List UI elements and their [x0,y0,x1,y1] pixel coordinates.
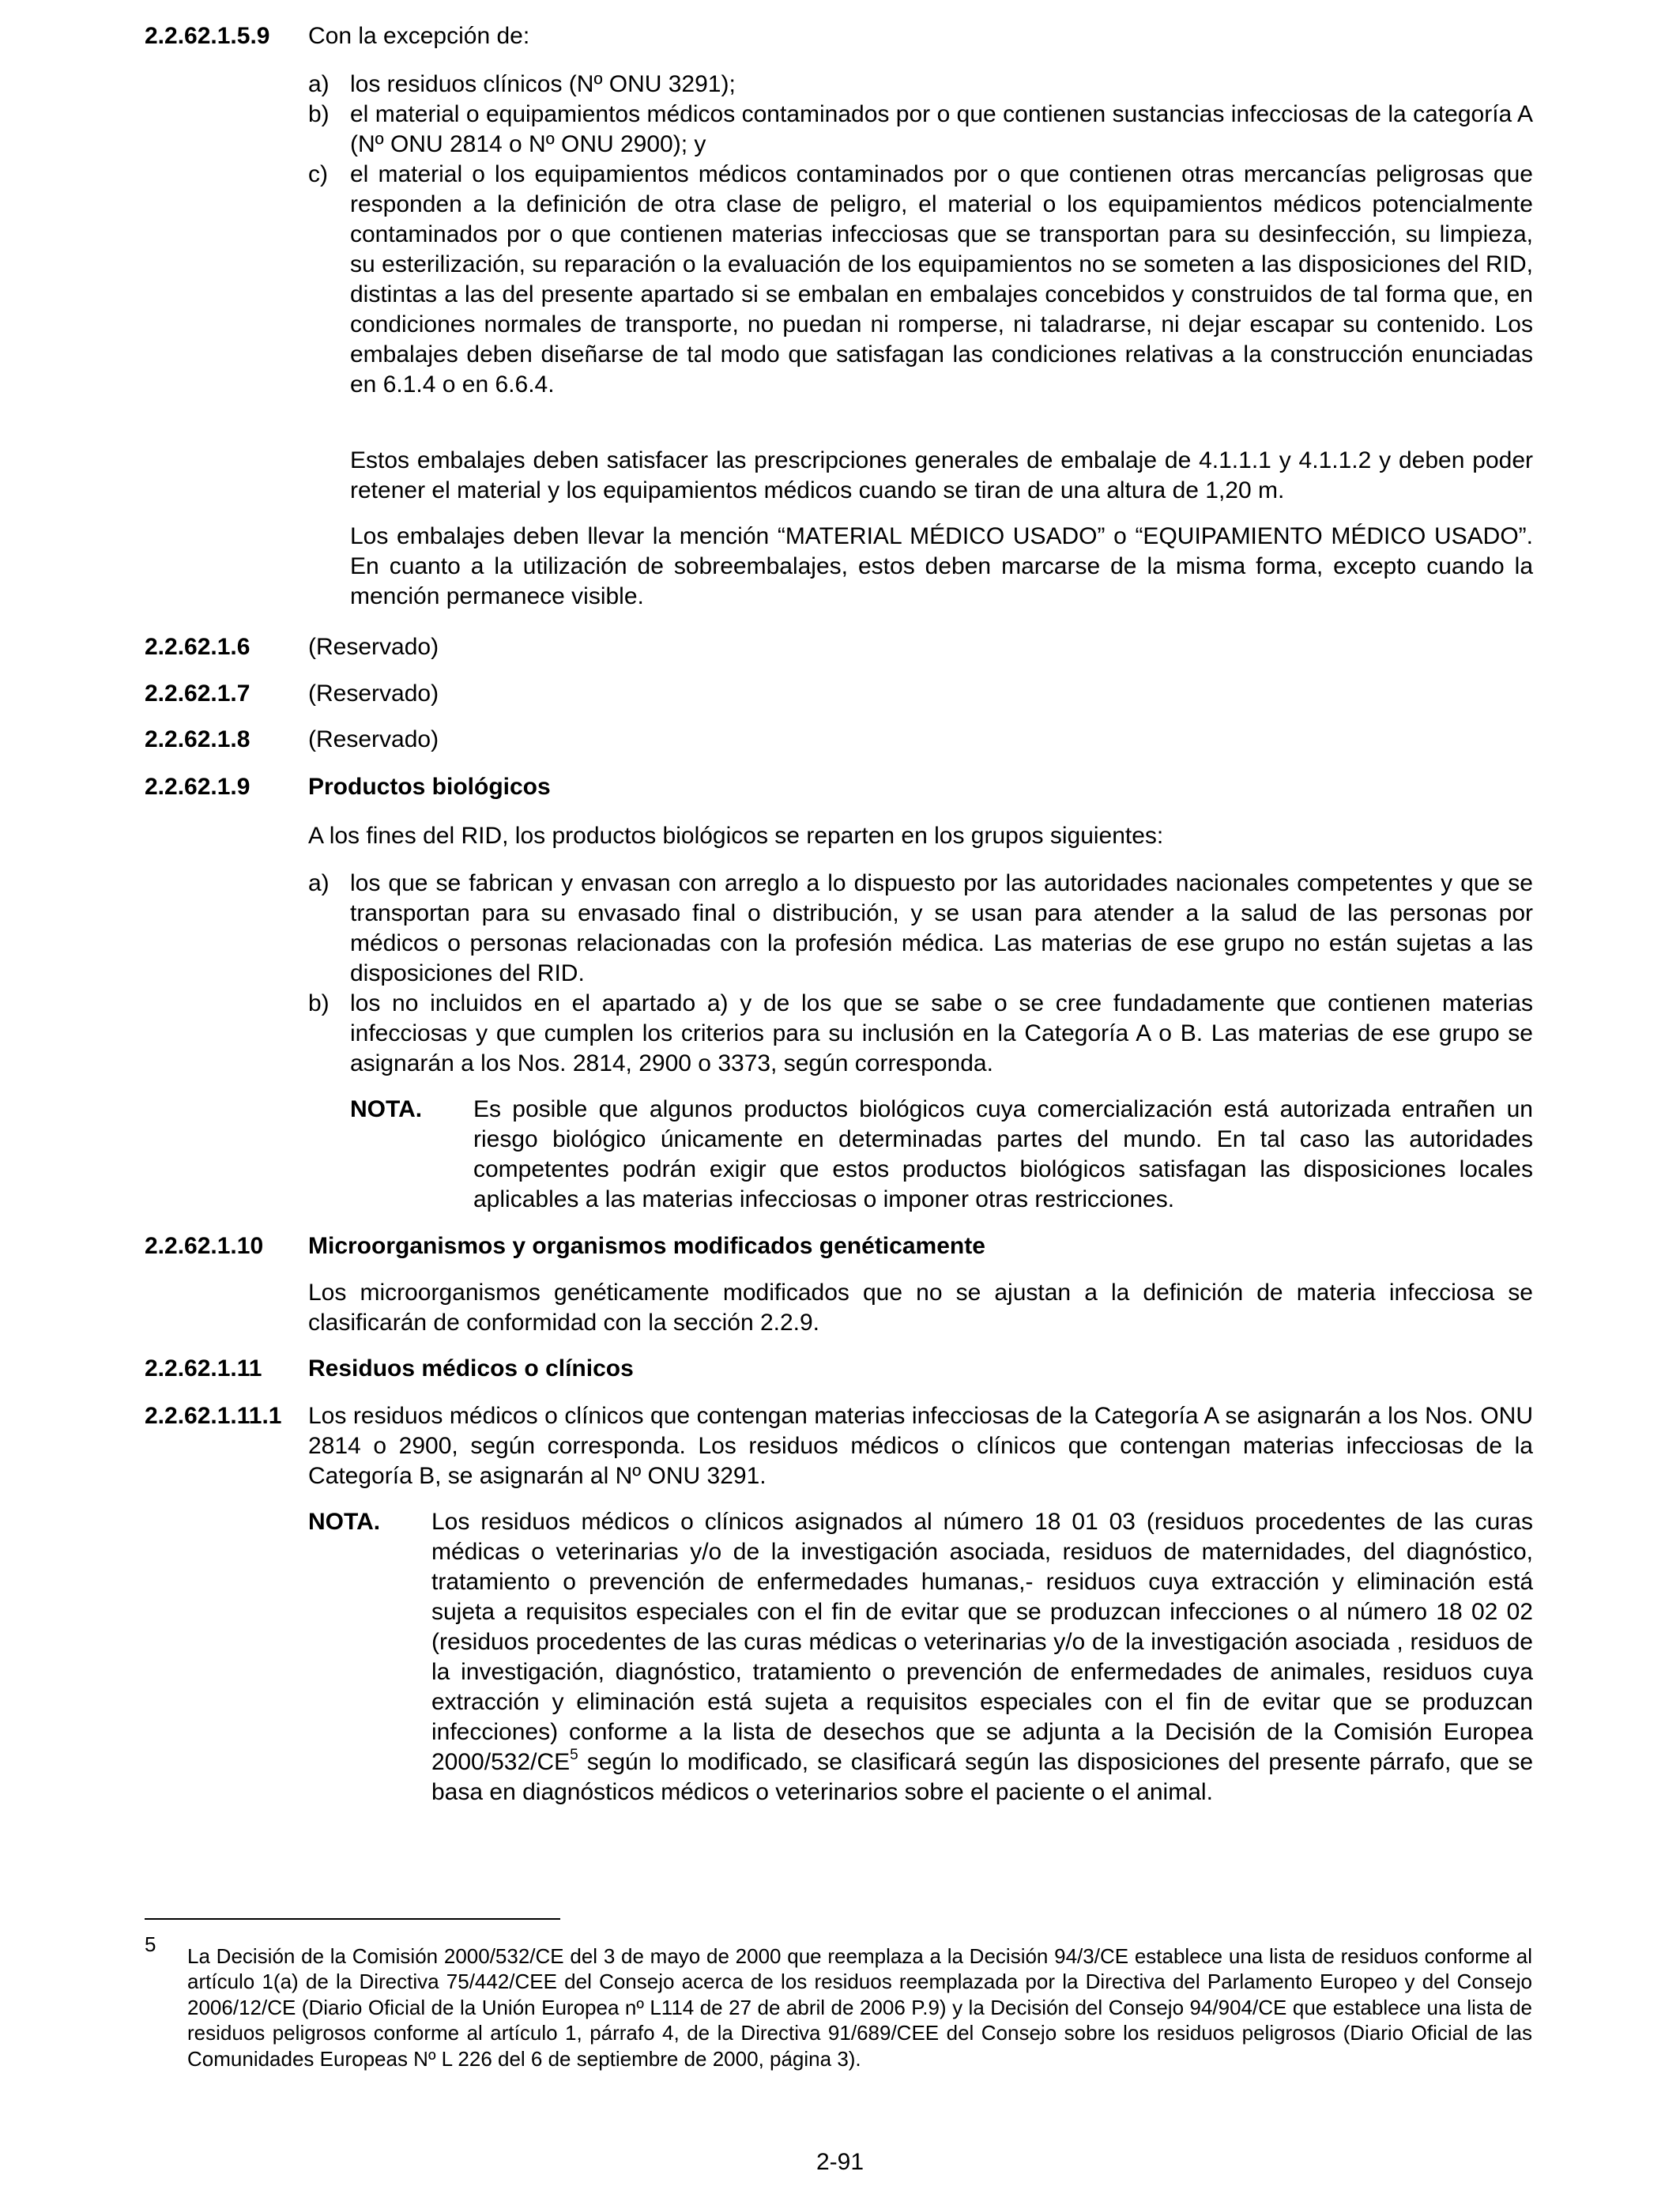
section-intro-1-9: A los fines del RID, los productos biológicos se reparten en los grupos siguientes: [308,823,1164,849]
footnote-text: La Decisión de la Comisión 2000/532/CE del 3 de mayo de 2000 que reemplaza a la Decisión 94/3/CE establece una lista de residuos conforme al artículo 1(a) de la Directiva 75/442/CEE del Consejo acerca de los residuos reemplazada por la Directiva del Parlamento Europeo y del Consejo 2006/12/CE (Diario Oficial de la Unión Europea nº L114 de 27 de abril de 2006 P.9) y la Decisión del Consejo 94/904/CE que establece una lista de residuos peligrosos conforme al artículo 1, párrafo 4, de la Directiva 91/689/CEE del Consejo sobre los residuos peligrosos (Diario Oficial de las Comunidades Europeas Nº L 226 del 6 de septiembre de 2000, página 3). [187,1944,1532,2071]
footnote-separator [145,1918,560,1920]
section-text-1-6: (Reservado) [308,634,439,660]
section-number-1-11-1: 2.2.62.1.11.1 [145,1403,282,1429]
list-label-c: c) [308,161,328,187]
list-item-a: los residuos clínicos (Nº ONU 3291); [350,71,736,97]
section-number-1-10: 2.2.62.1.10 [145,1233,264,1259]
list-label-b: b) [308,101,330,127]
page-number: 2-91 [816,2149,864,2175]
note-label-waste: NOTA. [308,1509,381,1535]
paragraph-packaging-marking: Los embalajes deben llevar la mención “MATERIAL MÉDICO USADO” o “EQUIPAMIENTO MÉDICO USADO”. En cuanto a la utilización de sobreembalajes, estos deben marcarse de la misma forma, excepto cuando la mención permanece visible. [350,523,1533,609]
section-lead-1-5-9: Con la excepción de: [308,23,530,49]
note-text-waste-part-b: según lo modificado, se clasificará según las disposiciones del presente párrafo, que se basa en diagnósticos médicos o veterinarios sobre el paciente o el animal. [431,1749,1533,1805]
note-text-bio: Es posible que algunos productos biológicos cuya comercialización está autorizada entrañen un riesgo biológico únicamente en determinadas partes del mundo. En tal caso las autoridades competentes podrán exigir que estos productos biológicos satisfagan las disposiciones locales aplicables a las materias infecciosas o imponer otras restricciones. [473,1096,1533,1212]
paragraph-packaging-requirements: Estos embalajes deben satisfacer las prescripciones generales de embalaje de 4.1.1.1 y 4.1.1.2 y deben poder retener el material y los equipamientos médicos cuando se tiran de una altura de 1,20 m. [350,447,1533,503]
bio-list-label-b: b) [308,990,330,1016]
section-number-1-5-9: 2.2.62.1.5.9 [145,23,270,49]
section-number-1-8: 2.2.62.1.8 [145,726,250,752]
section-title-1-9: Productos biológicos [308,774,551,800]
list-item-b: el material o equipamientos médicos contaminados por o que contienen sustancias infecciosas de la categoría A (Nº ONU 2814 o Nº ONU 2900); y [350,101,1533,157]
section-title-1-11: Residuos médicos o clínicos [308,1355,634,1382]
list-label-a: a) [308,71,330,97]
list-item-c: el material o los equipamientos médicos contaminados por o que contienen otras mercancías peligrosas que responden a la definición de otra clase de peligro, el material o los equipamientos médicos potencialmente contaminados por o que contienen materias infecciosas que se transportan para su desinfección, su limpieza, su esterilización, su reparación o la evaluación de los equipamientos no se someten a las disposiciones del RID, distintas a las del presente apartado si se embalan en embalajes concebidos y construidos de tal forma que, en condiciones normales de transporte, no puedan ni romperse, ni taladrarse, ni dejar escapar su contenido. Los embalajes deben diseñarse de tal modo que satisfagan las condiciones relativas a la construcción enunciadas en 6.1.4 o en 6.6.4. [350,161,1533,398]
footnote-mark: 5 [145,1932,156,1956]
note-label-bio: NOTA. [350,1096,423,1122]
section-number-1-9: 2.2.62.1.9 [145,774,250,800]
bio-list-label-a: a) [308,870,330,896]
section-title-1-10: Microorganismos y organismos modificados genéticamente [308,1233,985,1259]
section-number-1-7: 2.2.62.1.7 [145,680,250,707]
bio-list-item-b: los no incluidos en el apartado a) y de los que se sabe o se cree fundadamente que contienen materias infecciosas y que cumplen los criterios para su inclusión en la Categoría A o B. Las materias de ese grupo se asignarán a los Nos. 2814, 2900 o 3373, según corresponda. [350,990,1533,1076]
section-text-1-10: Los microorganismos genéticamente modificados que no se ajustan a la definición de materia infecciosa se clasificarán de conformidad con la sección 2.2.9. [308,1280,1533,1336]
note-text-waste [431,1507,1533,1808]
section-number-1-11: 2.2.62.1.11 [145,1355,262,1382]
note-text-waste-part-a: Los residuos médicos o clínicos asignados al número 18 01 03 (residuos procedentes de las curas médicas o veterinarias y/o de la investigación asociada, residuos de maternidades, del diagnóstico, tratamiento o prevención de enfermedades humanas,- residuos cuya extracción y eliminación está sujeta a requisitos especiales con el fin de evitar que se produzcan infecciones o al número 18 02 02 (residuos procedentes de las curas médicas o veterinarias y/o de la investigación asociada , residuos de la investigación, diagnóstico, tratamiento o prevención de enfermedades de animales, residuos cuya extracción y eliminación está sujeta a requisitos especiales con el fin de evitar que se produzcan infecciones) conforme a la lista de desechos que se adjunta a la Decisión de la Comisión Europea 2000/532/CE [431,1509,1533,1775]
section-text-1-7: (Reservado) [308,680,439,707]
section-text-1-11-1: Los residuos médicos o clínicos que contengan materias infecciosas de la Categoría A se asignarán a los Nos. ONU 2814 o 2900, según corresponda. Los residuos médicos o clínicos que contengan materias infecciosas de la Categoría B, se asignarán al Nº ONU 3291. [308,1403,1533,1489]
section-text-1-8: (Reservado) [308,726,439,752]
bio-list-item-a: los que se fabrican y envasan con arreglo a lo dispuesto por las autoridades nacionales competentes y que se transportan para su envasado final o distribución, y se usan para atender a la salud de las personas por médicos o personas relacionadas con la profesión médica. Las materias de ese grupo no están sujetas a las disposiciones del RID. [350,870,1533,986]
section-number-1-6: 2.2.62.1.6 [145,634,250,660]
footnote-reference[interactable]: 5 [570,1747,578,1763]
